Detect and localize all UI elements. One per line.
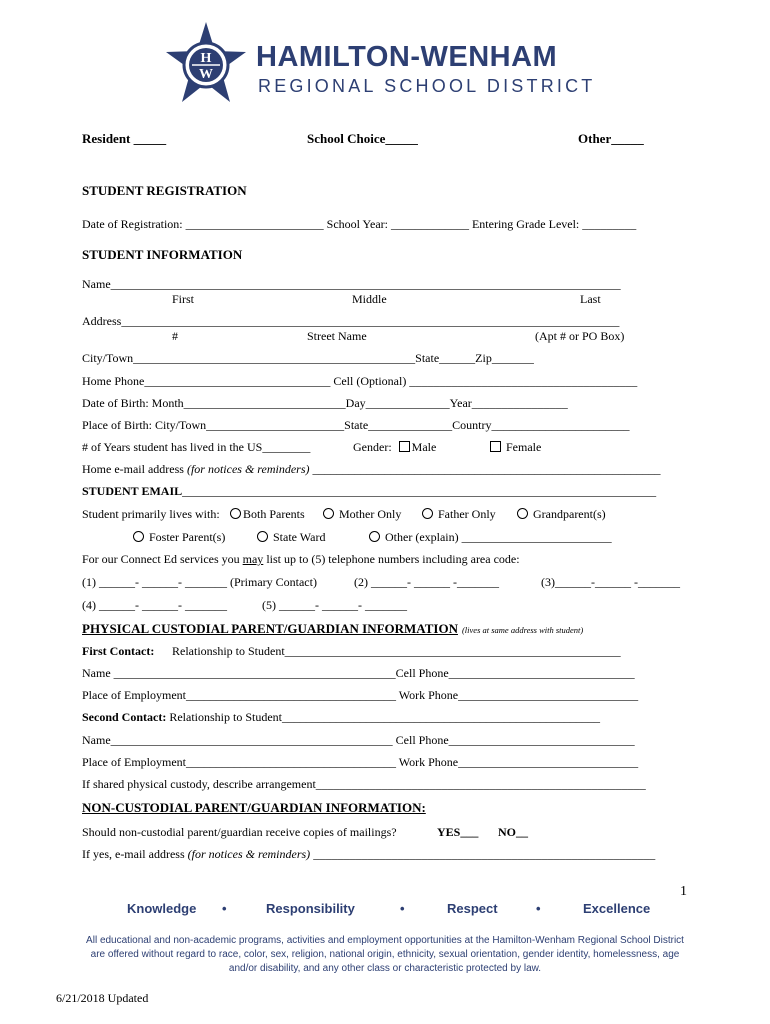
radio-icon[interactable] bbox=[369, 531, 380, 542]
phone-5-field[interactable]: (5) ______- ______- _______ bbox=[262, 598, 407, 612]
other-field[interactable]: Other_____ bbox=[578, 131, 644, 146]
date-of-birth-field[interactable]: Date of Birth: Month___________________________Day______________Year________________ bbox=[82, 396, 568, 410]
option-label: Grandparent(s) bbox=[533, 507, 606, 521]
noncustodial-email-label: If yes, e-mail address bbox=[82, 847, 185, 861]
name-first-label: First bbox=[172, 292, 195, 306]
registration-line[interactable]: Date of Registration: _______________________ School Year: _____________ Entering Grade Level: _________ bbox=[82, 217, 637, 231]
student-email-line[interactable]: _______________________________________________________________________________ bbox=[182, 484, 657, 498]
option-label: Father Only bbox=[438, 507, 496, 521]
radio-icon[interactable] bbox=[422, 508, 433, 519]
custodial-heading-row bbox=[82, 620, 583, 638]
second-contact-name-field[interactable]: Name_______________________________________________ Cell Phone_______________________________ bbox=[82, 733, 635, 747]
option-label: Other (explain) _________________________ bbox=[385, 530, 612, 544]
first-contact-relationship-field[interactable]: Relationship to Student________________________________________________________ bbox=[172, 644, 621, 658]
connect-text-post: list up to (5) telephone numbers including area code: bbox=[263, 552, 520, 566]
address-apt-label: (Apt # or PO Box) bbox=[535, 329, 625, 343]
custodial-heading: PHYSICAL CUSTODIAL PARENT/GUARDIAN INFORMATION bbox=[82, 621, 458, 636]
radio-icon[interactable] bbox=[323, 508, 334, 519]
option-label: State Ward bbox=[273, 530, 326, 544]
address-number-label: # bbox=[172, 329, 178, 343]
address-field[interactable]: Address___________________________________________________________________________________ bbox=[82, 314, 620, 328]
second-contact-relationship-field[interactable]: Relationship to Student_____________________________________________________ bbox=[169, 710, 600, 724]
second-contact-row bbox=[82, 710, 600, 725]
home-email-label: Home e-mail address bbox=[82, 462, 184, 476]
radio-icon[interactable] bbox=[257, 531, 268, 542]
motto-bullet: • bbox=[400, 901, 405, 916]
radio-icon[interactable] bbox=[230, 508, 241, 519]
gender-group bbox=[353, 440, 436, 455]
place-of-birth-field[interactable]: Place of Birth: City/Town_______________________State______________Country_______________________ bbox=[82, 418, 630, 432]
phone-1-field[interactable]: (1) ______- ______- _______ (Primary Contact) bbox=[82, 575, 317, 589]
connect-text-may: may bbox=[242, 552, 264, 566]
phone-3-field[interactable]: (3)______-______ -_______ bbox=[541, 575, 680, 589]
city-state-zip-field[interactable]: City/Town_______________________________________________State______Zip_______ bbox=[82, 351, 534, 365]
lives-foster-parents-option[interactable] bbox=[133, 530, 225, 545]
noncustodial-email-field[interactable] bbox=[82, 847, 655, 862]
page-number: 1 bbox=[680, 884, 687, 899]
radio-icon[interactable] bbox=[133, 531, 144, 542]
svg-text:H: H bbox=[200, 51, 212, 66]
lives-both-parents-option[interactable] bbox=[230, 507, 305, 522]
gender-female-checkbox[interactable] bbox=[490, 441, 501, 452]
first-contact-name-field[interactable]: Name _______________________________________________Cell Phone_______________________________ bbox=[82, 666, 635, 680]
district-name-line2: REGIONAL SCHOOL DISTRICT bbox=[258, 76, 596, 96]
name-last-label: Last bbox=[580, 292, 601, 306]
phone-2-field[interactable]: (2) ______- ______ -_______ bbox=[354, 575, 499, 589]
gender-female-option[interactable] bbox=[490, 440, 541, 455]
radio-icon[interactable] bbox=[517, 508, 528, 519]
resident-field[interactable]: Resident _____ bbox=[82, 131, 167, 146]
motto-excellence: Excellence bbox=[583, 901, 651, 916]
connect-ed-instructions bbox=[82, 552, 520, 567]
second-contact-label: Second Contact: bbox=[82, 710, 167, 724]
updated-date: 6/21/2018 Updated bbox=[56, 991, 149, 1005]
shared-custody-field[interactable]: If shared physical custody, describe arrangement_______________________________________________________ bbox=[82, 777, 646, 791]
student-email-field[interactable] bbox=[82, 484, 656, 499]
nondiscrimination-statement: All educational and non-academic programs, activities and employment opportunities at the Hamilton-Wenham Regional School District are offered without regard to race, color, sex, religion, national origin, ethnicity, sexual orientation, gender identity, homelessness, age and/or disability, and any other class or characteristic protected by law. bbox=[86, 935, 684, 974]
noncustodial-no-field[interactable]: NO__ bbox=[498, 825, 528, 839]
noncustodial-heading: NON-CUSTODIAL PARENT/GUARDIAN INFORMATION: bbox=[82, 800, 426, 815]
lives-other-option[interactable] bbox=[369, 530, 612, 545]
motto-respect: Respect bbox=[447, 901, 498, 916]
gender-female-label: Female bbox=[506, 440, 542, 454]
option-label: Both Parents bbox=[243, 507, 305, 521]
lives-state-ward-option[interactable] bbox=[257, 530, 325, 545]
first-contact-label: First Contact: bbox=[82, 644, 155, 658]
option-label: Foster Parent(s) bbox=[149, 530, 226, 544]
phone-field[interactable]: Home Phone_______________________________ Cell (Optional) ______________________________________ bbox=[82, 374, 638, 388]
motto-bullet: • bbox=[222, 901, 227, 916]
noncustodial-email-note: (for notices & reminders) bbox=[187, 847, 311, 861]
home-email-field[interactable] bbox=[82, 462, 661, 477]
motto-bullet: • bbox=[536, 901, 541, 916]
first-contact-employment-field[interactable]: Place of Employment___________________________________ Work Phone______________________________ bbox=[82, 688, 639, 702]
svg-text:W: W bbox=[199, 67, 213, 82]
student-email-label: STUDENT EMAIL bbox=[82, 484, 183, 498]
second-contact-employment-field[interactable]: Place of Employment___________________________________ Work Phone______________________________ bbox=[82, 755, 639, 769]
gender-label: Gender: bbox=[353, 440, 392, 454]
district-name-line1: HAMILTON-WENHAM bbox=[256, 41, 558, 73]
gender-male-label: Male bbox=[411, 440, 437, 454]
name-field[interactable]: Name_____________________________________________________________________________________ bbox=[82, 277, 621, 291]
years-in-us-field[interactable]: # of Years student has lived in the US________ bbox=[82, 440, 311, 454]
school-choice-field[interactable]: School Choice_____ bbox=[307, 131, 418, 146]
option-label: Mother Only bbox=[339, 507, 402, 521]
lives-father-only-option[interactable] bbox=[422, 507, 496, 522]
address-street-label: Street Name bbox=[307, 329, 367, 343]
noncustodial-yes-field[interactable]: YES___ bbox=[437, 825, 479, 839]
star-emblem-icon bbox=[164, 20, 248, 106]
noncustodial-email-line[interactable]: _________________________________________________________ bbox=[313, 847, 656, 861]
home-email-line[interactable]: __________________________________________________________ bbox=[312, 462, 661, 476]
noncustodial-question: Should non-custodial parent/guardian receive copies of mailings? bbox=[82, 825, 397, 839]
connect-text-pre: For our Connect Ed services you bbox=[82, 552, 243, 566]
phone-4-field[interactable]: (4) ______- ______- _______ bbox=[82, 598, 227, 612]
motto-responsibility: Responsibility bbox=[266, 901, 355, 916]
lives-mother-only-option[interactable] bbox=[323, 507, 401, 522]
lives-grandparents-option[interactable] bbox=[517, 507, 606, 522]
registration-heading: STUDENT REGISTRATION bbox=[82, 183, 247, 198]
custodial-heading-note: (lives at same address with student) bbox=[461, 625, 584, 635]
lives-with-label: Student primarily lives with: bbox=[82, 507, 220, 521]
gender-male-checkbox[interactable] bbox=[399, 441, 410, 452]
name-middle-label: Middle bbox=[352, 292, 387, 306]
home-email-note: (for notices & reminders) bbox=[186, 462, 310, 476]
motto-knowledge: Knowledge bbox=[127, 901, 197, 916]
student-info-heading: STUDENT INFORMATION bbox=[82, 247, 243, 262]
